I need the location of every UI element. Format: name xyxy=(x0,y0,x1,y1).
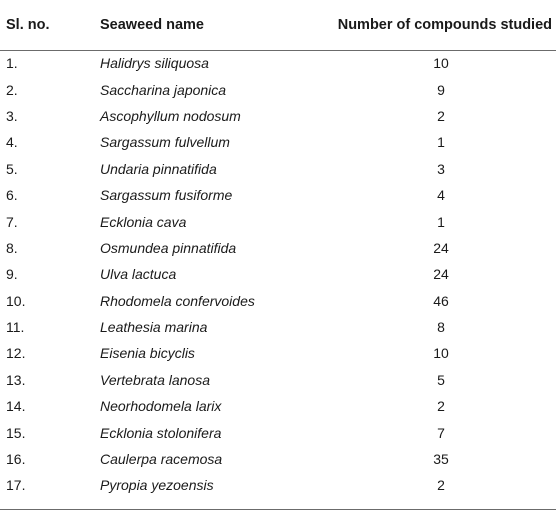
table-row xyxy=(0,288,556,314)
cell-sl-no: 16. xyxy=(6,451,26,468)
cell-compound-count: 3 xyxy=(437,160,445,177)
cell-compound-count: 24 xyxy=(433,239,449,256)
cell-compound-count: 2 xyxy=(437,477,445,494)
table-row xyxy=(0,129,556,155)
cell-seaweed-name: Pyropia yezoensis xyxy=(100,477,214,494)
table-bottom-rule xyxy=(0,509,556,510)
cell-sl-no: 14. xyxy=(6,398,26,415)
cell-seaweed-name: Leathesia marina xyxy=(100,319,208,336)
cell-seaweed-name: Ascophyllum nodosum xyxy=(100,107,241,124)
cell-compound-count: 35 xyxy=(433,451,449,468)
header-seaweed-name: Seaweed name xyxy=(100,0,320,50)
cell-sl-no: 2. xyxy=(6,81,18,98)
cell-sl-no: 3. xyxy=(6,107,18,124)
cell-seaweed-name: Caulerpa racemosa xyxy=(100,451,223,468)
cell-compound-count: 4 xyxy=(437,187,445,204)
cell-seaweed-name: Vertebrata lanosa xyxy=(100,371,210,388)
table-row xyxy=(0,235,556,261)
cell-seaweed-name: Halidrys siliquosa xyxy=(100,55,209,72)
cell-seaweed-name: Osmundea pinnatifida xyxy=(100,239,237,256)
cell-sl-no: 6. xyxy=(6,187,18,204)
cell-seaweed-name: Eisenia bicyclis xyxy=(100,345,195,362)
cell-seaweed-name: Ecklonia cava xyxy=(100,213,187,230)
cell-compound-count: 1 xyxy=(437,213,445,230)
table-row xyxy=(0,261,556,287)
header-sl-no: Sl. no. xyxy=(0,0,100,50)
table-row xyxy=(0,182,556,208)
header-compound-count: Number of compounds studied xyxy=(320,0,556,50)
cell-compound-count: 7 xyxy=(437,424,445,441)
table-body xyxy=(0,50,556,499)
cell-sl-no: 7. xyxy=(6,213,18,230)
cell-seaweed-name: Ecklonia stolonifera xyxy=(100,424,222,441)
cell-seaweed-name: Sargassum fulvellum xyxy=(100,134,230,151)
cell-sl-no: 9. xyxy=(6,266,18,283)
table-row xyxy=(0,76,556,102)
cell-compound-count: 2 xyxy=(437,107,445,124)
table-header xyxy=(0,0,556,50)
table-row xyxy=(0,340,556,366)
cell-seaweed-name: Neorhodomela larix xyxy=(100,398,222,415)
cell-sl-no: 15. xyxy=(6,424,26,441)
table-row xyxy=(0,103,556,129)
cell-compound-count: 1 xyxy=(437,134,445,151)
cell-compound-count: 9 xyxy=(437,81,445,98)
cell-sl-no: 1. xyxy=(6,55,18,72)
cell-sl-no: 17. xyxy=(6,477,26,494)
table-row xyxy=(0,156,556,182)
table-row xyxy=(0,393,556,419)
cell-compound-count: 8 xyxy=(437,319,445,336)
cell-compound-count: 46 xyxy=(433,292,449,309)
cell-seaweed-name: Rhodomela confervoides xyxy=(100,292,255,309)
cell-seaweed-name: Saccharina japonica xyxy=(100,81,227,98)
cell-sl-no: 4. xyxy=(6,134,18,151)
table-row xyxy=(0,367,556,393)
cell-sl-no: 5. xyxy=(6,160,18,177)
cell-seaweed-name: Undaria pinnatifida xyxy=(100,160,217,177)
cell-sl-no: 11. xyxy=(6,319,25,336)
cell-sl-no: 12. xyxy=(6,345,26,362)
cell-sl-no: 8. xyxy=(6,239,18,256)
cell-sl-no: 10. xyxy=(6,292,26,309)
cell-seaweed-name: Sargassum fusiforme xyxy=(100,187,233,204)
cell-seaweed-name: Ulva lactuca xyxy=(100,266,177,283)
table-row xyxy=(0,419,556,445)
table-row xyxy=(0,314,556,340)
cell-compound-count: 2 xyxy=(437,398,445,415)
cell-compound-count: 5 xyxy=(437,371,445,388)
table-row xyxy=(0,208,556,234)
table-row xyxy=(0,472,556,498)
cell-sl-no: 13. xyxy=(6,371,26,388)
cell-compound-count: 10 xyxy=(433,345,449,362)
cell-compound-count: 24 xyxy=(433,266,449,283)
header-row xyxy=(0,0,556,50)
table-row xyxy=(0,446,556,472)
cell-compound-count: 10 xyxy=(433,55,449,72)
table-row xyxy=(0,50,556,76)
